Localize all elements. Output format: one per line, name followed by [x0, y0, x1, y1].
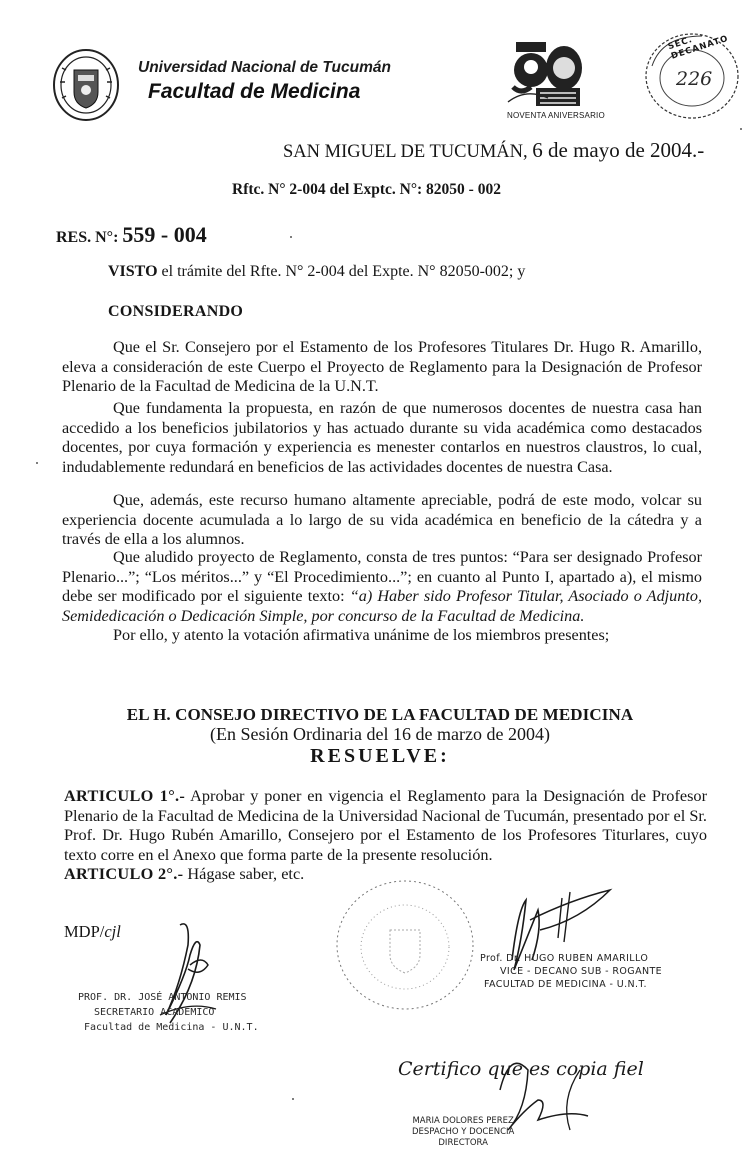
reference-number: Rftc. N° 2-004 del Exptc. N°: 82050 - 002 [232, 181, 501, 198]
faculty-seal-icon [330, 875, 480, 1015]
initials-lower: cjl [104, 922, 121, 941]
paragraph-3 [62, 491, 702, 550]
stamp-number: 226 [676, 68, 713, 90]
resolution-value: 559 - 004 [122, 222, 207, 247]
initials-upper: MDP/ [64, 922, 105, 941]
date-text: 6 de mayo de 2004.- [532, 138, 705, 162]
visto-label: VISTO [108, 263, 158, 280]
visto-line [108, 263, 525, 281]
certifier-role: DIRECTORA [438, 1138, 488, 1148]
article-2-text: Hágase saber, etc. [183, 864, 305, 884]
paragraph-5-text: Por ello, y atento la votación afirmativa unánime de los miembros presentes; [113, 626, 610, 645]
article-1 [64, 786, 707, 864]
university-crest-icon [52, 48, 120, 122]
university-name: Universidad Nacional de Tucumán [138, 59, 391, 76]
signature-right-text [480, 952, 662, 991]
scan-speck [290, 236, 292, 238]
paragraph-1 [62, 338, 702, 397]
session-subheading: (En Sesión Ordinaria del 16 de marzo de 2004) [210, 724, 550, 744]
place-text: SAN MIGUEL DE TUCUMÁN, [283, 142, 528, 162]
considerando-heading: CONSIDERANDO [108, 303, 244, 320]
anniversary-logo-icon [506, 40, 586, 110]
place-date-line [283, 138, 704, 163]
anniversary-caption: NOVENTA ANIVERSARIO [507, 111, 605, 120]
signer-left-name: PROF. DR. JOSÉ ANTONIO REMIS [78, 992, 247, 1003]
council-heading: EL H. CONSEJO DIRECTIVO DE LA FACULTAD DE MEDICINA [126, 705, 634, 724]
article-2-label: ARTICULO 2°.- [64, 864, 184, 884]
paragraph-4-text [62, 548, 702, 626]
resolution-number [56, 222, 207, 248]
article-1-text: Aprobar y poner en vigencia el Reglamento para la Designación de Profesor Plenario de la Facultad de Medicina de la Universidad Nacional de Tucumán, presentado por el Sr. Prof. Dr. Hugo Rubén Amarillo, Consejero por el Estamento de los Profesores Titurlares, cuyo texto corre en el Anexo que forma parte de la presente resolución. [64, 786, 707, 864]
paragraph-3-text: Que, además, este recurso humano altamente apreciable, podrá de este modo, volcar su experiencia docente acumulada a lo largo de su vida académica en beneficio de la cátedra y a través de ella a los alumnos. [62, 491, 702, 549]
certifier-office: DESPACHO Y DOCENCIA [412, 1127, 515, 1137]
stamp-label: SEC. DECANATO [666, 33, 730, 62]
resuelve-heading: RESUELVE: [310, 745, 450, 767]
certifier-name: MARIA DOLORES PEREZ [412, 1116, 514, 1126]
article-1-label: ARTICULO 1°.- [64, 786, 186, 805]
paragraph-4 [62, 548, 702, 646]
faculty-name: Facultad de Medicina [148, 80, 361, 103]
paragraph-2-text: Que fundamenta la propuesta, en razón de que numerosos docentes de nuestra casa han accedido a los beneficios jubilatorios y has actuado durante su vida académica como destacados docentes, por cuya formación y experiencia es menester contarlos en nuestros claustros, lo cual, indudablemente redundará en beneficios de las actividades docentes de nuestra Casa. [62, 399, 702, 476]
signer-right-name: Prof. Dr. HUGO RUBEN AMARILLO [480, 953, 649, 964]
paragraph-4-quote: “a) Haber sido Profesor Titular, Asociado o Adjunto, Semidedicación o Dedicación Simple, por concurso de la Facultad de Medicina. [62, 587, 702, 625]
signature-left-text [78, 990, 259, 1035]
paragraph-1-text: Que el Sr. Consejero por el Estamento de los Profesores Titulares Dr. Hugo R. Amarillo, eleva a consideración de este Cuerpo el Proyecto de Reglamento para la Designación de Profesor Plenario de la Facultad de Medicina de la U.N.T. [62, 338, 702, 396]
paragraph-4-start: Que aludido proyecto de Reglamento, consta de tres puntos: “Para ser designado Profesor Plenario...”; “Los méritos...” y “El Procedimiento...”; en cuanto al Punto I, apartado a), el mismo debe ser modificado por el siguiente texto: [62, 548, 702, 606]
articles-block [64, 786, 707, 884]
signer-left-role: SECRETARIO ACADEMICO [94, 1007, 215, 1018]
scan-speck [740, 128, 742, 130]
certification-text: Certifico que es copia fiel [398, 1058, 644, 1080]
visto-text: el trámite del Rfte. N° 2-004 del Expte. N° 82050-002; y [157, 263, 526, 280]
resolution-label: RES. N°: [56, 229, 119, 246]
scan-speck [36, 462, 38, 464]
certifier-block [412, 1116, 514, 1149]
signer-left-faculty: Facultad de Medicina - U.N.T. [84, 1022, 259, 1033]
signer-right-role: VICE - DECANO SUB - ROGANTE [500, 966, 663, 977]
signer-right-faculty: FACULTAD DE MEDICINA - U.N.T. [484, 979, 647, 990]
paragraph-2 [62, 399, 702, 477]
scan-speck [292, 1098, 294, 1100]
